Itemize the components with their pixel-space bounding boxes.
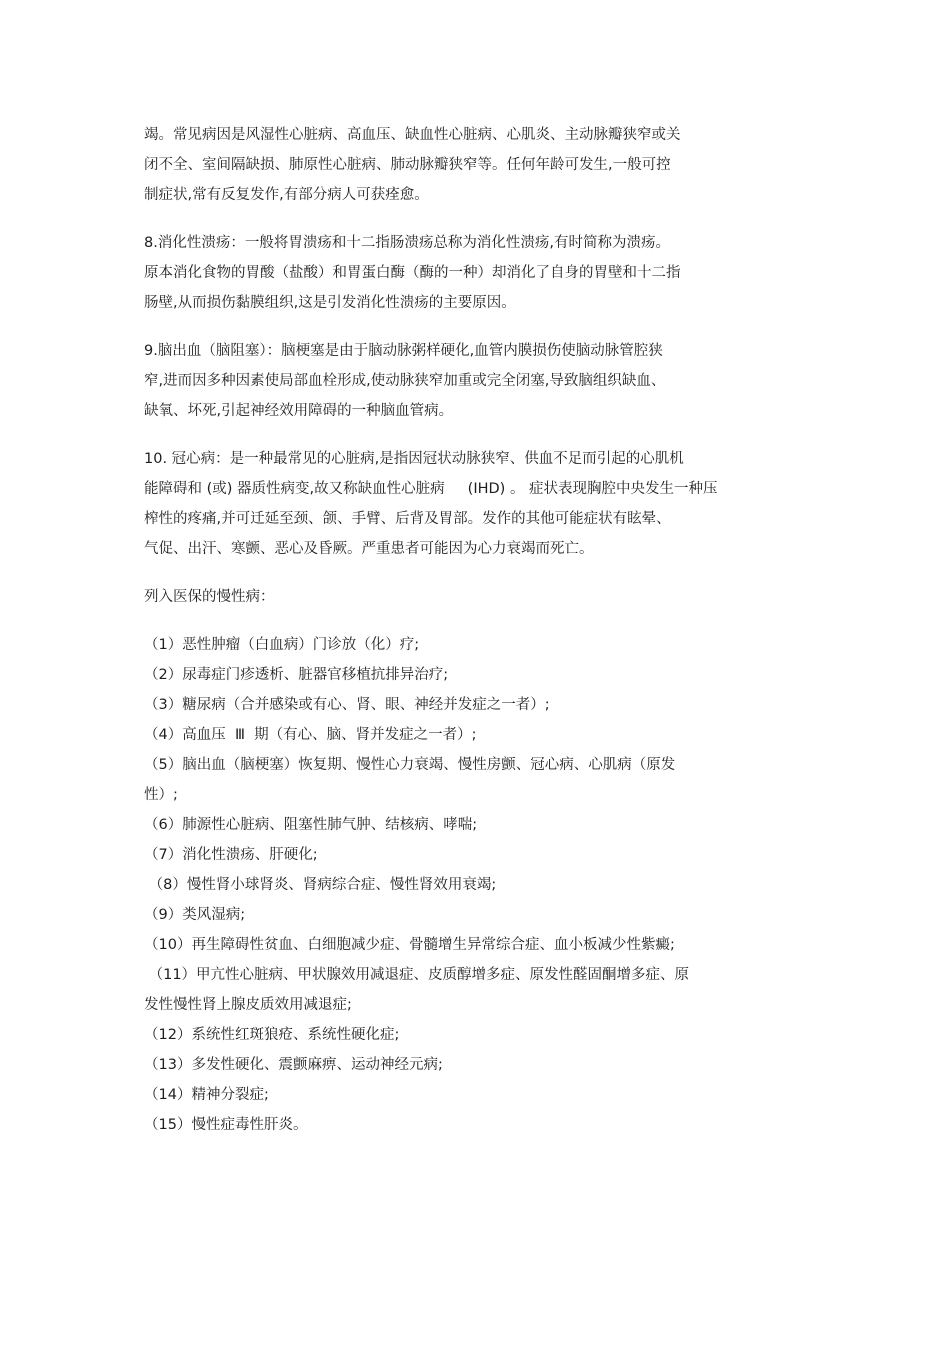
section-heading: 列入医保的慢性病： [144, 589, 275, 605]
list-item: （9）类风湿病; [144, 907, 246, 923]
list-item: （3）糖尿病（合并感染或有心、肾、眼、神经并发症之一者）; [144, 697, 550, 713]
list-item: （14）精神分裂症; [144, 1087, 269, 1103]
list-item: （15）慢性症毒性肝炎。 [144, 1117, 308, 1133]
item-8-peptic-ulcer [144, 228, 784, 318]
text-line: 气促、出汗、寒颤、恶心及昏厥。严重患者可能因为心力衰竭而死亡。 [144, 541, 594, 557]
list-item: （12）系统性红斑狼疮、系统性硬化症; [144, 1027, 400, 1043]
document-body [144, 120, 784, 1140]
list-item: 性）; [144, 787, 178, 803]
list-item: （5）脑出血（脑梗塞）恢复期、慢性心力衰竭、慢性房颤、冠心病、心肌病（原发 [144, 757, 676, 773]
chronic-disease-list [144, 630, 784, 1140]
list-item: （6）肺源性心脏病、阻塞性肺气肿、结核病、哮喘; [144, 817, 478, 833]
list-item: （4）高血压 Ⅲ 期（有心、脑、肾并发症之一者）; [144, 727, 477, 743]
intro-paragraph [144, 120, 784, 210]
list-item: 发性慢性肾上腺皮质效用减退症; [144, 997, 352, 1013]
chronic-disease-heading [144, 582, 784, 612]
text-line: 肠壁,从而损伤黏膜组织,这是引发消化性溃疡的主要原因。 [144, 295, 516, 311]
list-item: （11）甲亢性心脏病、甲状腺效用减退症、皮质醇增多症、原发性醛固酮增多症、原 [144, 967, 690, 983]
text-line: 竭。常见病因是风湿性心脏病、高血压、缺血性心脏病、心肌炎、主动脉瓣狭窄或关 [144, 127, 681, 143]
list-item: （13）多发性硬化、震颤麻痹、运动神经元病; [144, 1057, 443, 1073]
text-line: 10. 冠心病：是一种最常见的心脏病,是指因冠状动脉狭窄、供血不足而引起的心肌机 [144, 451, 684, 467]
text-line: 闭不全、室间隔缺损、肺原性心脏病、肺动脉瓣狭窄等。任何年龄可发生,一般可控 [144, 157, 671, 173]
item-10-coronary-heart-disease [144, 444, 784, 564]
item-9-cerebral-hemorrhage [144, 336, 784, 426]
text-line: 制症状,常有反复发作,有部分病人可获痊愈。 [144, 187, 429, 203]
list-item: （8）慢性肾小球肾炎、肾病综合症、慢性肾效用衰竭; [144, 877, 497, 893]
list-item: （10）再生障碍性贫血、白细胞减少症、骨髓增生异常综合症、血小板减少性紫癜; [144, 937, 675, 953]
text-line: 原本消化食物的胃酸（盐酸）和胃蛋白酶（酶的一种）却消化了自身的胃壁和十二指 [144, 265, 681, 281]
list-item: （1）恶性肿瘤（白血病）门诊放（化）疗; [144, 637, 420, 653]
text-line: 9.脑出血（脑阻塞）：脑梗塞是由于脑动脉粥样硬化,血管内膜损伤使脑动脉管腔狭 [144, 343, 663, 359]
text-line: 8.消化性溃疡：一般将胃溃疡和十二指肠溃疡总称为消化性溃疡,有时简称为溃疡。 [144, 235, 670, 251]
text-line: 榨性的疼痛,并可迁延至颈、颌、手臂、后背及胃部。发作的其他可能症状有眩晕、 [144, 511, 671, 527]
text-line: 缺氧、坏死,引起神经效用障碍的一种脑血管病。 [144, 403, 454, 419]
list-item: （2）尿毒症门疹透析、脏器官移植抗排异治疗; [144, 667, 449, 683]
list-item: （7）消化性溃疡、肝硬化; [144, 847, 318, 863]
text-line: 能障碍和 (或) 器质性病变,故又称缺血性心脏病 (IHD) 。 症状表现胸腔中央发生一种压 [144, 481, 718, 497]
text-line: 窄,进而因多种因素使局部血栓形成,使动脉狭窄加重或完全闭塞,导致脑组织缺血、 [144, 373, 666, 389]
